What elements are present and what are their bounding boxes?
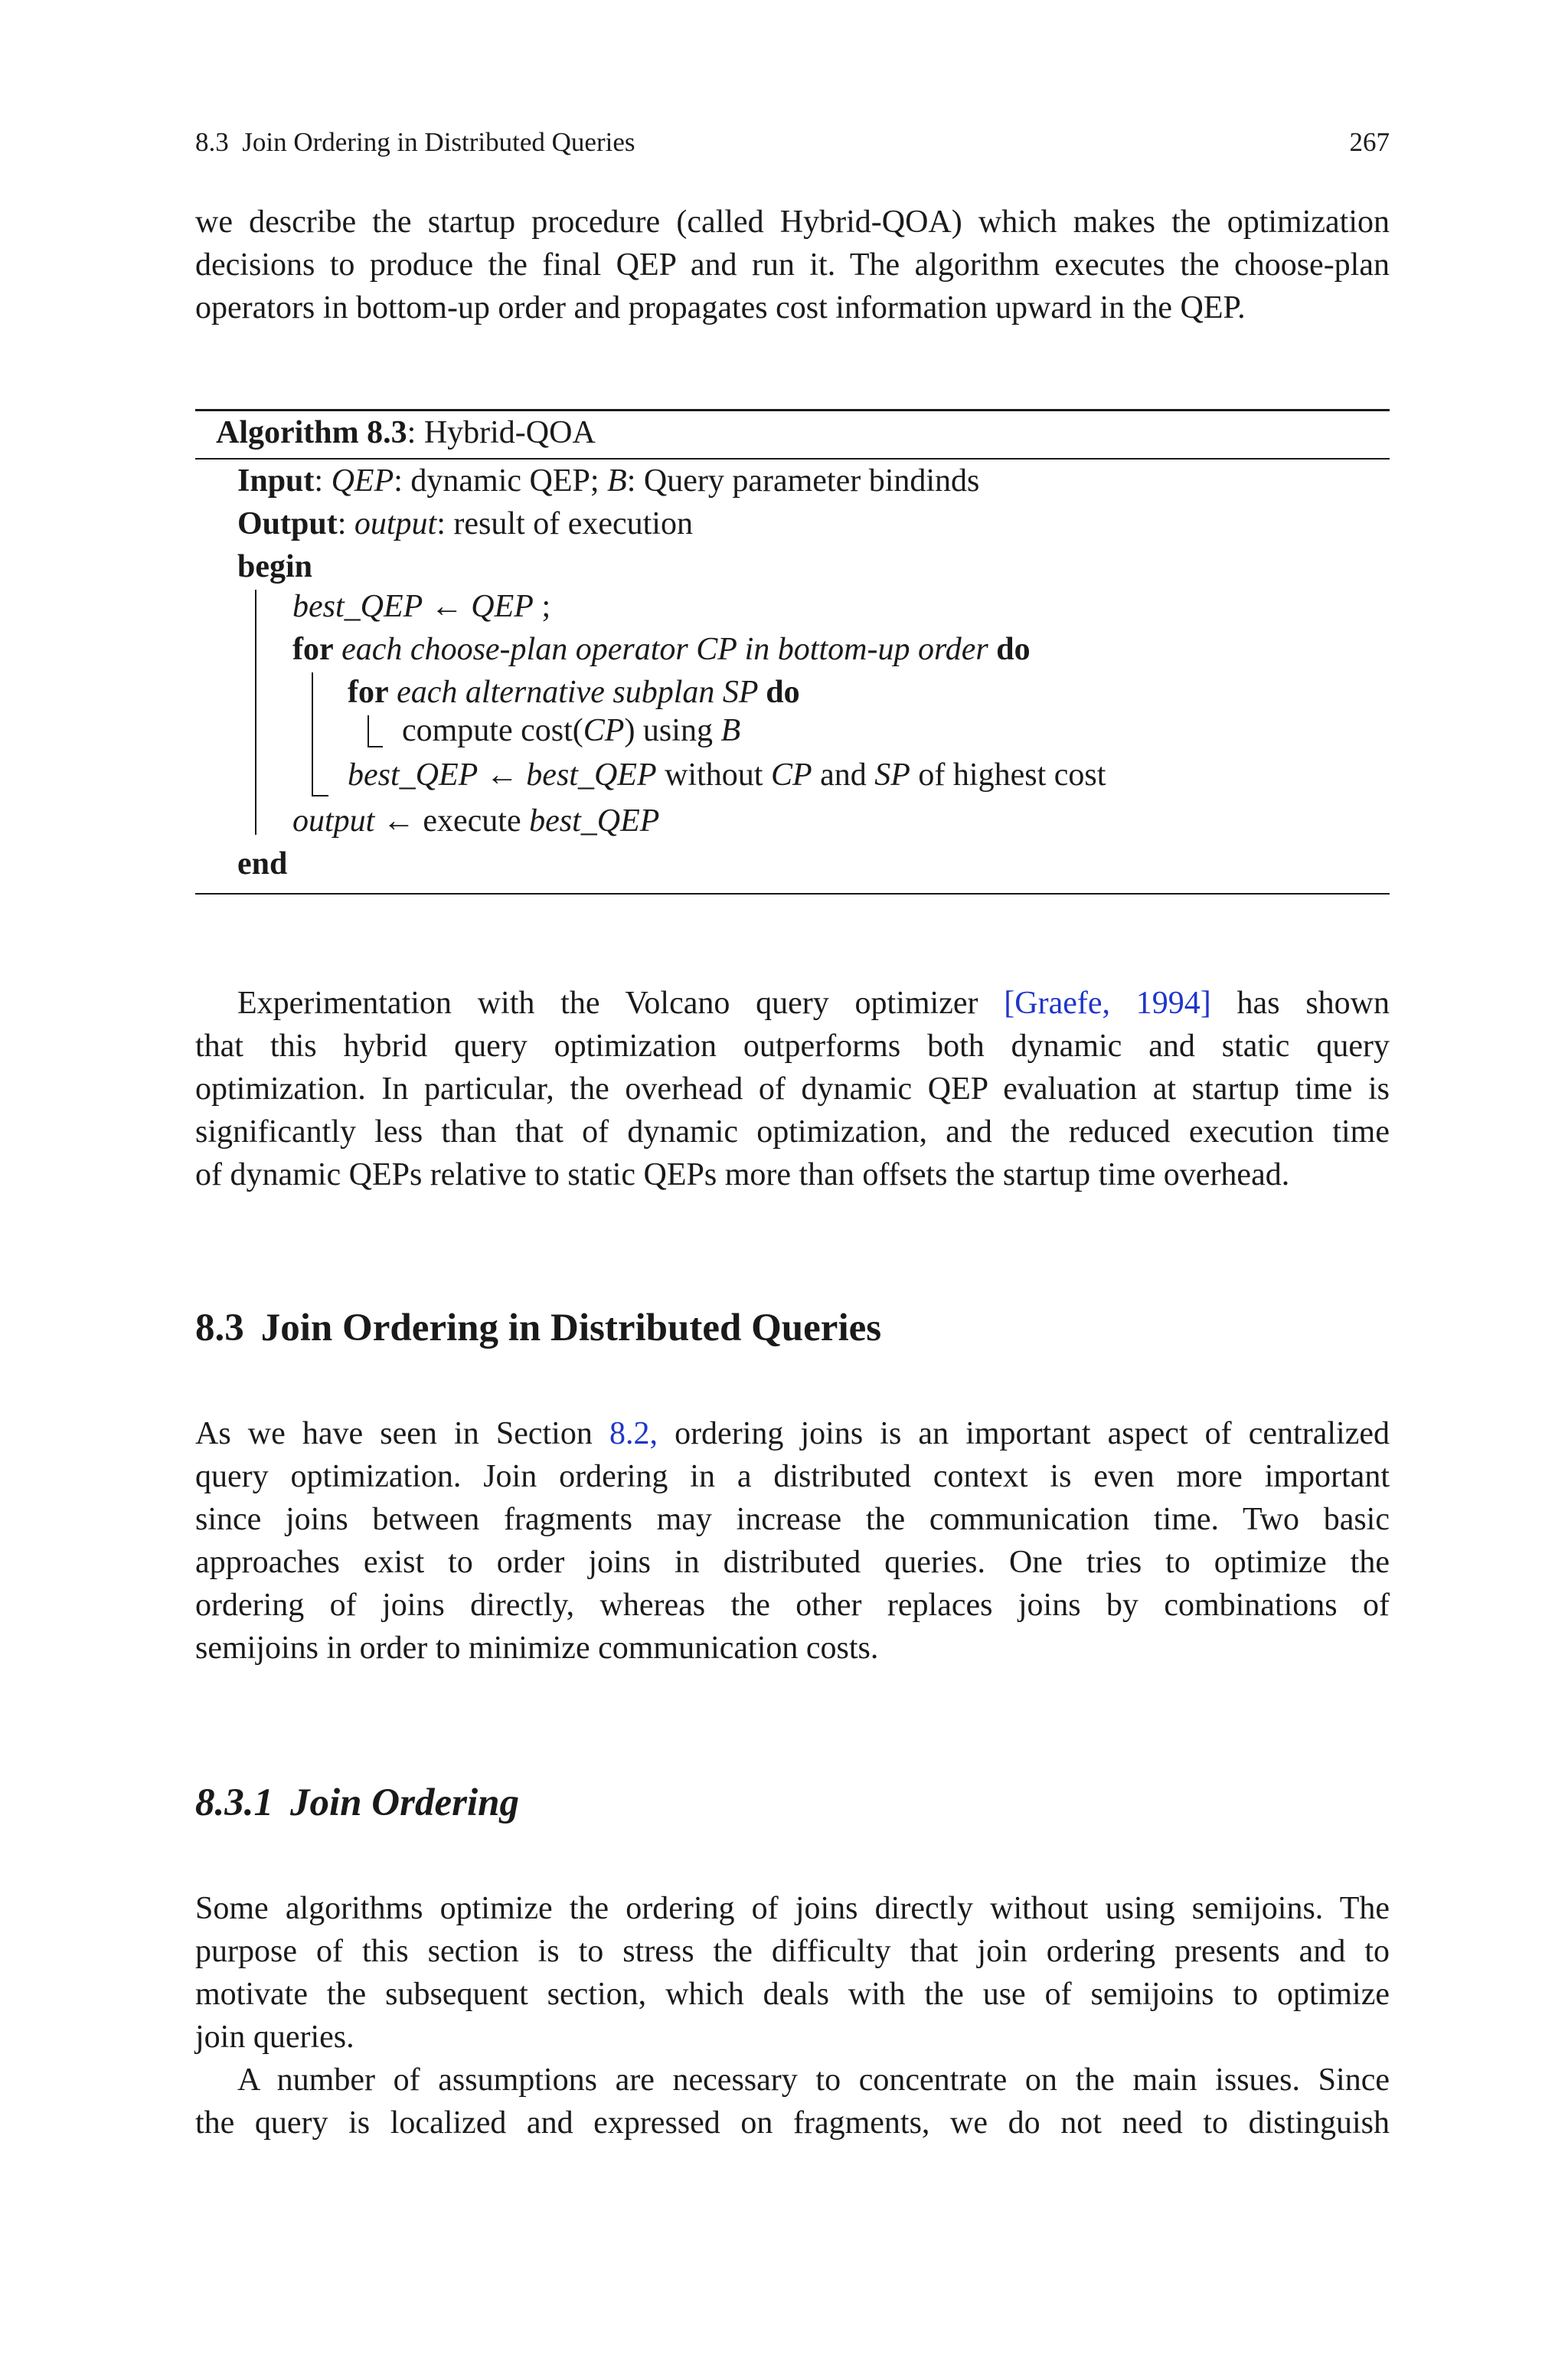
for-outer-body: each choose-plan operator CP in bottom-up order [333, 632, 997, 667]
end-keyword: end [237, 846, 288, 882]
paragraph-line: operators in bottom-up order and propagates cost information upward in the QEP. [195, 290, 1246, 325]
algorithm-output-line [237, 502, 693, 545]
algorithm-update-line [348, 754, 1106, 796]
paragraph-line: ordering of joins directly, whereas the other replaces joins by combinations of [195, 1588, 1390, 1623]
output-desc: : result of execution [436, 506, 693, 541]
input-qep-var: QEP [331, 463, 394, 499]
algorithm-bottom-rule [195, 893, 1390, 895]
paragraph-line: since joins between fragments may increase the communication time. Two basic [195, 1502, 1390, 1537]
algorithm-input-line [237, 460, 979, 502]
running-head [195, 126, 1390, 159]
paragraph-text: has shown [1210, 986, 1390, 1021]
output-keyword: Output [237, 506, 338, 541]
input-b-var: B [607, 463, 627, 499]
paragraph-line: join queries. [195, 2020, 354, 2055]
paragraph-line: significantly less than that of dynamic optimization, and the reduced execution time [195, 1114, 1390, 1150]
qep-var: QEP [471, 589, 534, 624]
page-number: 267 [1349, 127, 1390, 157]
algorithm-compute-line [402, 709, 740, 752]
section-ref-link[interactable]: 8.2, [609, 1416, 658, 1451]
paragraph-line: optimization. In particular, the overhead of dynamic QEP evaluation at startup time is [195, 1071, 1390, 1107]
compute-text-a: compute cost( [402, 713, 583, 748]
begin-keyword: begin [237, 549, 313, 584]
update-text-b: and [812, 757, 875, 793]
assign-arrow: ← [423, 589, 472, 624]
paragraph-line: the query is localized and expressed on fragments, we do not need to distinguish [195, 2105, 1390, 2141]
algorithm-for-outer-line [292, 628, 1031, 671]
for-outer-block-foot [312, 795, 328, 796]
subsection-number: 8.3.1 [195, 1781, 273, 1824]
paragraph-line: Some algorithms optimize the ordering of joins directly without using semijoins. The [195, 1891, 1390, 1926]
input-desc-b: : Query parameter bindinds [626, 463, 980, 499]
section-number: 8.3 [195, 1307, 244, 1349]
output-var: output [354, 506, 437, 541]
citation-link[interactable]: [Graefe, 1994] [1004, 986, 1211, 1021]
paragraph-line [195, 1412, 1390, 1455]
algorithm-assign-line [292, 585, 550, 628]
running-head-section: 8.3 Join Ordering in Distributed Queries [195, 127, 635, 157]
for-keyword: for [348, 675, 389, 710]
best-qep-var: best_QEP [348, 757, 479, 793]
best-qep-var: best_QEP [529, 803, 660, 839]
update-sp-var: SP [874, 757, 910, 793]
for-inner-block-bar [368, 715, 369, 746]
output-assign-text: ← execute [374, 803, 530, 839]
paragraph-line: approaches exist to order joins in distributed queries. One tries to optimize the [195, 1545, 1390, 1580]
best-qep-var: best_QEP [292, 589, 423, 624]
compute-cp-var: CP [583, 713, 625, 748]
output-var: output [292, 803, 375, 839]
do-keyword: do [766, 675, 800, 710]
paragraph-line: we describe the startup procedure (called Hybrid-QOA) which makes the optimization [195, 204, 1390, 240]
section-paragraph [195, 1412, 1390, 1670]
subsection-title: Join Ordering [290, 1781, 519, 1824]
update-cp-var: CP [770, 757, 812, 793]
begin-block-bar [255, 590, 256, 835]
paragraph-line: decisions to produce the final QEP and run it. The algorithm executes the choose-plan [195, 247, 1390, 283]
algorithm-caption [216, 411, 596, 454]
for-inner-body: each alternative subplan SP [388, 675, 766, 710]
paragraph-text: Experimentation with the Volcano query optimizer [237, 986, 1004, 1021]
subsection-paragraph [195, 2059, 1390, 2144]
paragraph-line: semijoins in order to minimize communication costs. [195, 1631, 879, 1666]
for-outer-block-bar [312, 672, 313, 795]
section-title: Join Ordering in Distributed Queries [260, 1307, 882, 1349]
for-inner-block-foot [368, 746, 383, 747]
input-desc-a: : dynamic QEP; [394, 463, 608, 499]
paragraph-line: purpose of this section is to stress the difficulty that join ordering presents and to [195, 1934, 1390, 1969]
output-sep: : [337, 506, 354, 541]
do-keyword: do [996, 632, 1031, 667]
compute-b-var: B [720, 713, 741, 748]
intro-paragraph [195, 201, 1390, 329]
paragraph-line: of dynamic QEPs relative to static QEPs more than offsets the startup time overhead. [195, 1157, 1290, 1192]
compute-text-b: ) using [624, 713, 721, 748]
paragraph-line: that this hybrid query optimization outperforms both dynamic and static query [195, 1029, 1390, 1064]
update-text-a: without [656, 757, 771, 793]
paragraph-line: A number of assumptions are necessary to concentrate on the main issues. Since [237, 2062, 1390, 2098]
experiment-paragraph [195, 982, 1390, 1196]
algorithm-output-assign-line [292, 800, 659, 842]
algorithm-label: Algorithm 8.3 [216, 415, 407, 450]
section-heading [195, 1303, 881, 1353]
update-text-c: of highest cost [910, 757, 1106, 793]
algorithm-title: : Hybrid-QOA [407, 415, 596, 450]
for-keyword: for [292, 632, 334, 667]
paragraph-line [195, 982, 1390, 1025]
input-keyword: Input [237, 463, 315, 499]
paragraph-text: As we have seen in Section [195, 1416, 609, 1451]
paragraph-line: query optimization. Join ordering in a distributed context is even more important [195, 1459, 1390, 1494]
input-sep: : [314, 463, 332, 499]
assign-end: ; [533, 589, 551, 624]
update-arrow: ← [478, 757, 527, 793]
algorithm-for-inner-line [348, 671, 800, 714]
subsection-heading [195, 1778, 519, 1827]
best-qep-var: best_QEP [526, 757, 657, 793]
paragraph-line: motivate the subsequent section, which deals with the use of semijoins to optimize [195, 1977, 1390, 2012]
subsection-paragraph [195, 1887, 1390, 2059]
paragraph-text: ordering joins is an important aspect of centralized [657, 1416, 1390, 1451]
